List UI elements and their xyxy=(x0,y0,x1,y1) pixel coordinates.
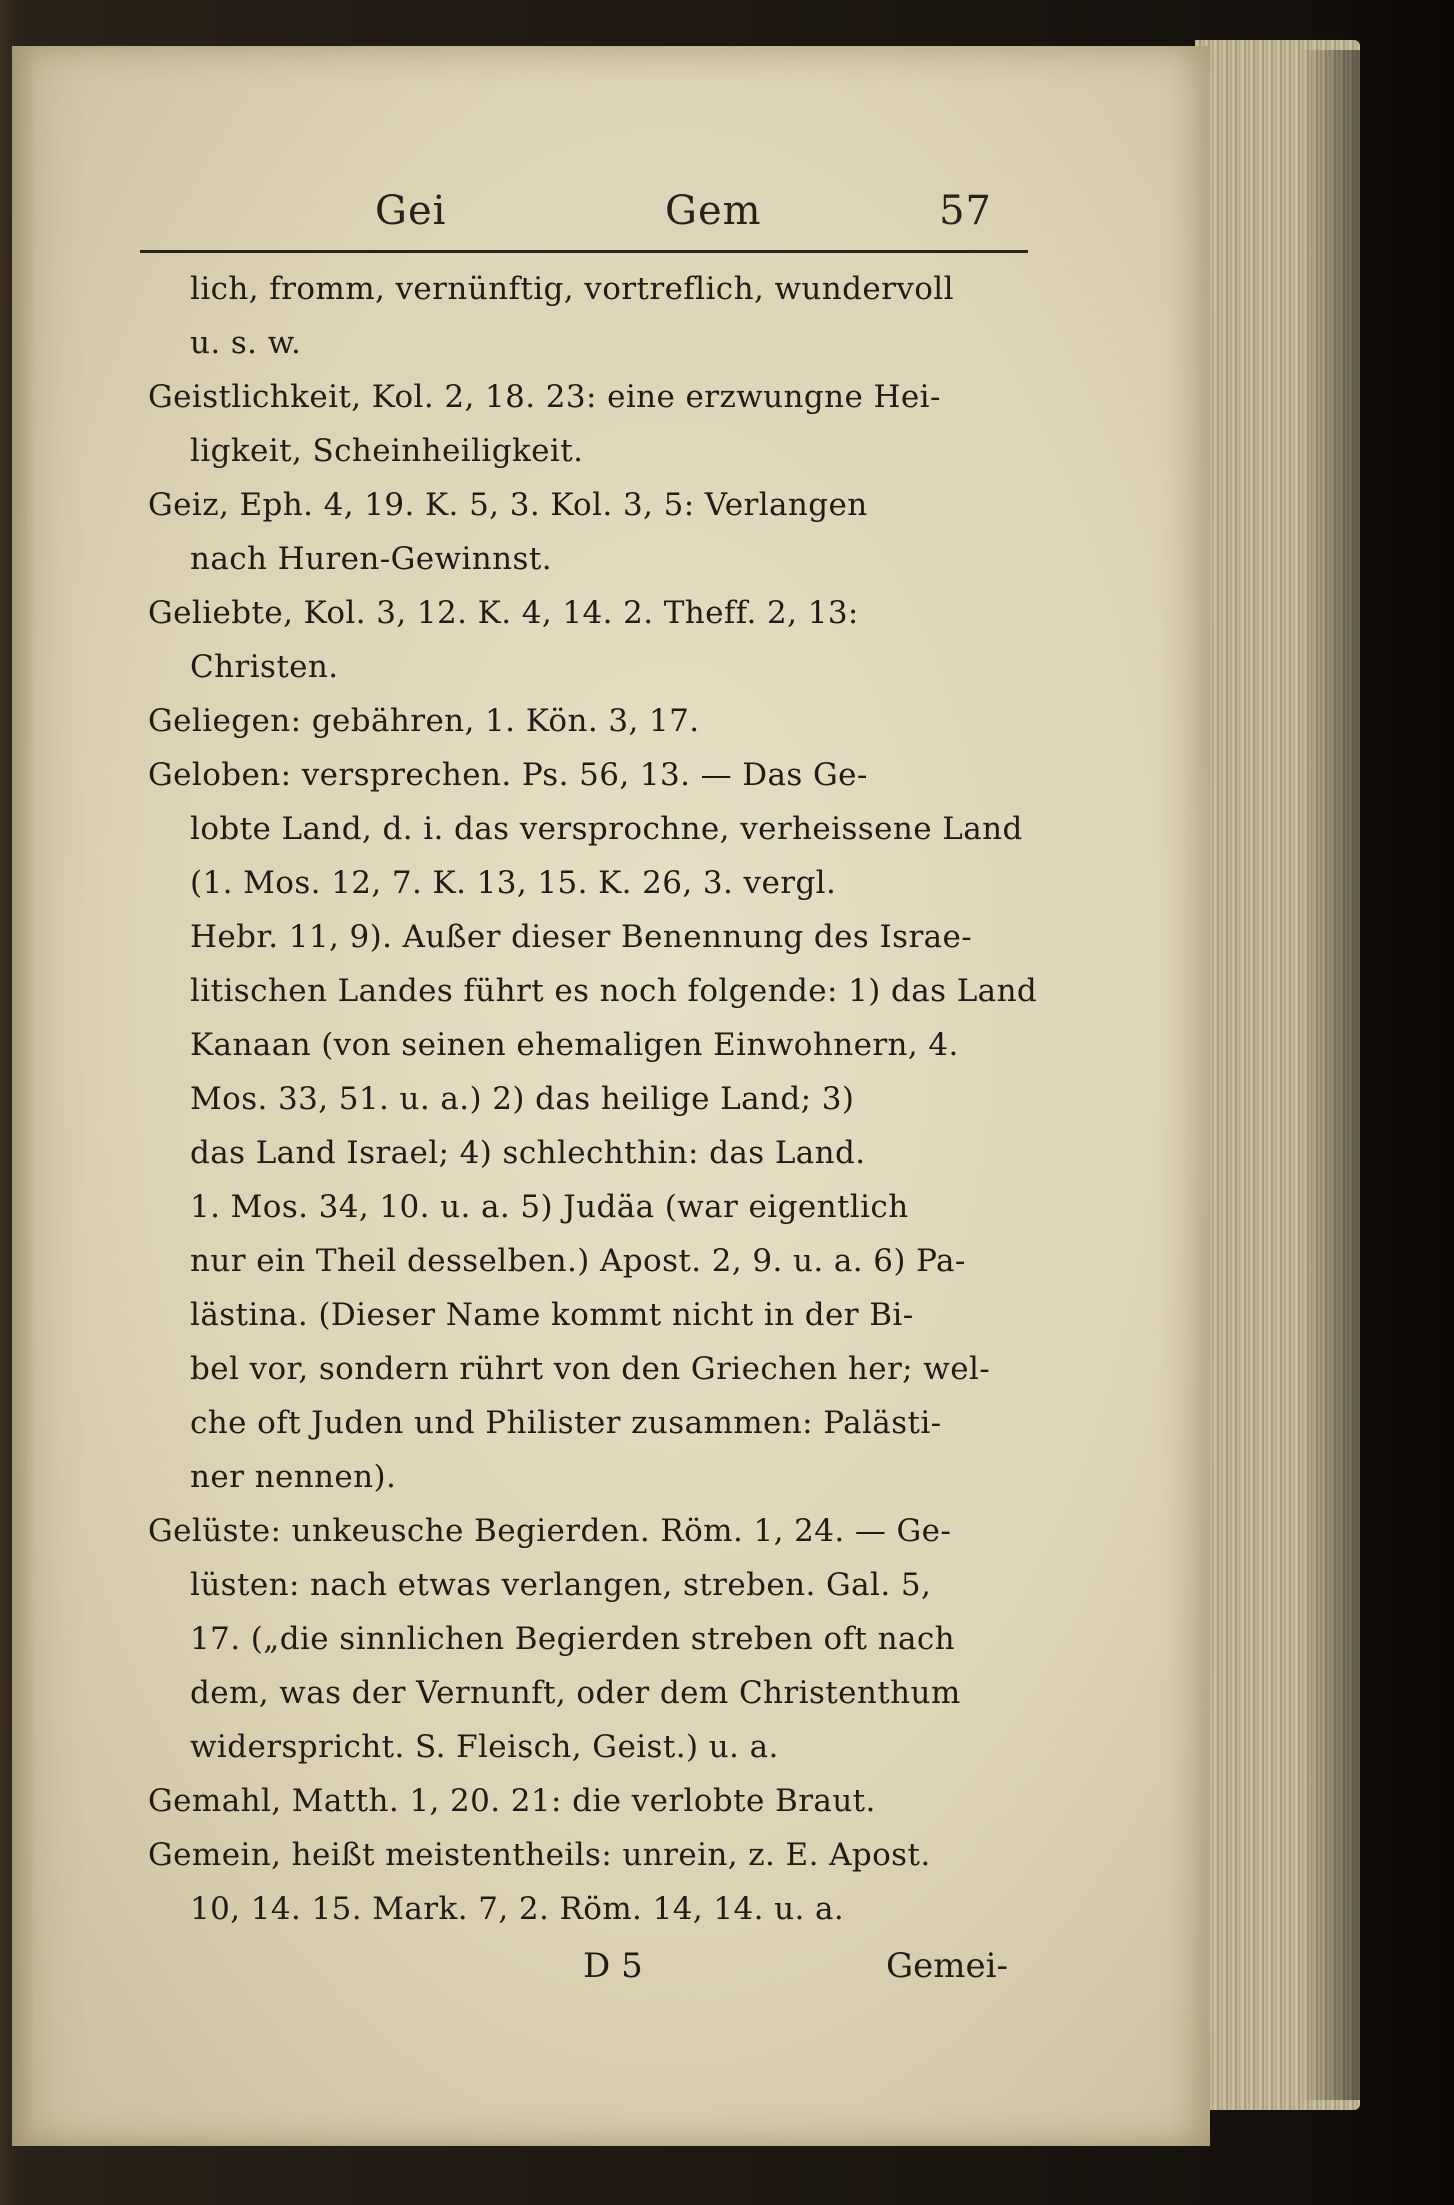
page-footer xyxy=(148,1936,1018,1996)
text-line: das Land Israel; 4) schlechthin: das Land. xyxy=(190,1135,866,1171)
text-line: Geliebte, Kol. 3, 12. K. 4, 14. 2. Theff. 2, 13: xyxy=(148,595,859,631)
text-line: Gemahl, Matth. 1, 20. 21: die verlobte Braut. xyxy=(148,1783,876,1819)
text-line: ligkeit, Scheinheiligkeit. xyxy=(190,433,584,469)
text-line: Gemein, heißt meistentheils: unrein, z. E. Apost. xyxy=(148,1837,931,1873)
signature-mark: D 5 xyxy=(583,1946,643,1986)
text-line: Geloben: versprechen. Ps. 56, 13. — Das Ge- xyxy=(148,757,868,793)
text-line: lüsten: nach etwas verlangen, streben. Gal. 5, xyxy=(190,1567,932,1603)
page-gutter xyxy=(12,46,36,2146)
header-left-catchword: Gei xyxy=(375,188,447,234)
text-line: litischen Landes führt es noch folgende: 1) das Land xyxy=(190,973,1038,1009)
text-line: u. s. w. xyxy=(190,325,302,361)
text-line: nach Huren-Gewinnst. xyxy=(190,541,552,577)
page-edges-shadow xyxy=(1300,50,1360,2100)
running-header xyxy=(150,188,1030,252)
text-line: widerspricht. S. Fleisch, Geist.) u. a. xyxy=(190,1729,779,1765)
text-line: lästina. (Dieser Name kommt nicht in der Bi- xyxy=(190,1297,914,1333)
dictionary-text-block xyxy=(148,262,1038,1996)
text-line: lobte Land, d. i. das versprochne, verheissene Land xyxy=(190,811,1023,847)
text-line: 1. Mos. 34, 10. u. a. 5) Judäa (war eigentlich xyxy=(190,1189,909,1225)
text-line: che oft Juden und Philister zusammen: Palästi- xyxy=(190,1405,942,1441)
text-line: Gelüste: unkeusche Begierden. Röm. 1, 24. — Ge- xyxy=(148,1513,952,1549)
text-line: Geliegen: gebähren, 1. Kön. 3, 17. xyxy=(148,703,700,739)
text-line: 17. („die sinnlichen Begierden streben oft nach xyxy=(190,1621,955,1657)
text-line: Hebr. 11, 9). Außer dieser Benennung des Israe- xyxy=(190,919,973,955)
catchword: Gemei- xyxy=(885,1946,1008,1986)
text-line: 10, 14. 15. Mark. 7, 2. Röm. 14, 14. u. a. xyxy=(190,1891,845,1927)
text-line: Geiz, Eph. 4, 19. K. 5, 3. Kol. 3, 5: Verlangen xyxy=(148,487,868,523)
text-line: Mos. 33, 51. u. a.) 2) das heilige Land; 3) xyxy=(190,1081,855,1117)
text-line: lich, fromm, vernünftig, vortreflich, wundervoll xyxy=(190,271,954,307)
text-line: nur ein Theil desselben.) Apost. 2, 9. u. a. 6) Pa- xyxy=(190,1243,966,1279)
text-line: Kanaan (von seinen ehemaligen Einwohnern, 4. xyxy=(190,1027,959,1063)
text-line: dem, was der Vernunft, oder dem Christenthum xyxy=(190,1675,961,1711)
text-line: (1. Mos. 12, 7. K. 13, 15. K. 26, 3. vergl. xyxy=(190,865,837,901)
text-line: bel vor, sondern rührt von den Griechen her; wel- xyxy=(190,1351,991,1387)
header-rule xyxy=(140,250,1028,253)
text-line: Geistlichkeit, Kol. 2, 18. 23: eine erzwungne Hei- xyxy=(148,379,941,415)
text-line: ner nennen). xyxy=(190,1459,397,1495)
header-right-catchword: Gem xyxy=(665,188,762,234)
text-line: Christen. xyxy=(190,649,339,685)
page-number: 57 xyxy=(939,188,992,234)
